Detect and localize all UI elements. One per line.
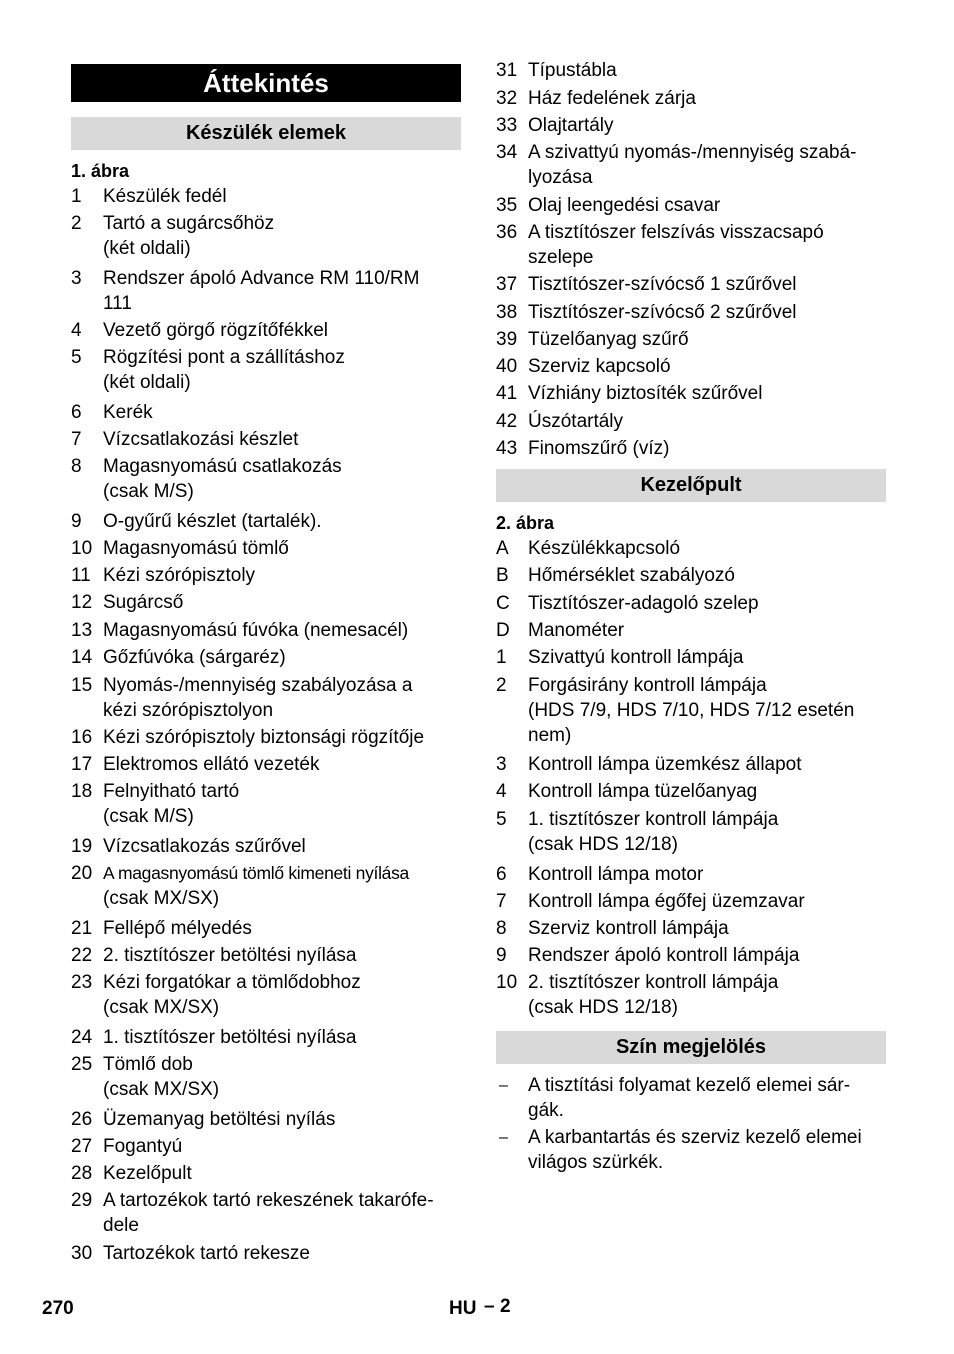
item-text-line: Fogantyú — [103, 1136, 183, 1157]
item-text-line: dele — [103, 1215, 139, 1236]
item-number: 32 — [496, 88, 518, 109]
item-number: 1 — [71, 186, 82, 207]
footer-sub-page: 2 — [500, 1296, 511, 1317]
item-text-line: O-gyűrű készlet (tartalék). — [103, 511, 322, 532]
item-text-line: Fellépő mélyedés — [103, 918, 252, 939]
item-text-line: (két oldali) — [103, 238, 191, 259]
item-number: 24 — [71, 1027, 93, 1048]
item-text-line: Olaj leengedési csavar — [528, 195, 721, 216]
item-number: 43 — [496, 438, 518, 459]
figure-2-label: 2. ábra — [496, 513, 555, 533]
item-text-line: Kontroll lámpa motor — [528, 864, 704, 885]
item-number: 20 — [71, 863, 93, 884]
item-text-line: A tartozékok tartó rekeszének takarófe- — [103, 1190, 434, 1211]
item-text — [103, 673, 463, 723]
item-text — [103, 454, 463, 504]
item-number: B — [496, 565, 509, 586]
item-text-line: Magasnyomású csatlakozás — [103, 456, 342, 477]
item-number: 26 — [71, 1109, 93, 1130]
item-text — [528, 673, 888, 748]
item-text-line: Forgásirány kontroll lámpája — [528, 675, 767, 696]
item-text-line: Nyomás-/mennyiség szabályozása a — [103, 675, 413, 696]
item-text-line: Tartó a sugárcsőhöz — [103, 213, 275, 234]
item-number: 9 — [71, 511, 82, 532]
item-text — [103, 184, 463, 209]
item-text — [528, 807, 888, 857]
item-text-line: 2. tisztítószer kontroll lámpája — [528, 972, 779, 993]
item-text — [528, 86, 888, 111]
page-title: Áttekintés — [71, 64, 461, 102]
item-text-line: A tisztítószer felszívás visszacsapó — [528, 222, 824, 243]
item-text — [528, 618, 888, 643]
item-text-line: szelepe — [528, 247, 594, 268]
item-text — [528, 591, 888, 616]
item-number: 9 — [496, 945, 507, 966]
item-text-line: Kontroll lámpa üzemkész állapot — [528, 754, 802, 775]
item-text — [103, 916, 463, 941]
item-number: 25 — [71, 1054, 93, 1075]
item-number: 2 — [496, 675, 507, 696]
item-text-line: Üzemanyag betöltési nyílás — [103, 1109, 336, 1130]
item-number: 28 — [71, 1163, 93, 1184]
item-text-line: Kerék — [103, 402, 153, 423]
item-number: 40 — [496, 356, 518, 377]
item-number: D — [496, 620, 510, 641]
item-number: 4 — [71, 320, 82, 341]
item-text-line: nem) — [528, 725, 572, 746]
item-text — [528, 272, 888, 297]
item-number: 29 — [71, 1190, 93, 1211]
item-text-line: Készülékkapcsoló — [528, 538, 681, 559]
item-number: 3 — [71, 268, 82, 289]
item-text-line: Vízcsatlakozás szűrővel — [103, 836, 306, 857]
item-text-line: (csak M/S) — [103, 806, 194, 827]
item-text-line: Tartozékok tartó rekesze — [103, 1243, 310, 1264]
item-text — [103, 563, 463, 588]
item-text — [528, 1073, 888, 1123]
item-text-line: Rögzítési pont a szállításhoz — [103, 347, 345, 368]
item-text-line: Kézi szórópisztoly biztonsági rögzítője — [103, 727, 425, 748]
item-text — [103, 536, 463, 561]
item-number: 8 — [496, 918, 507, 939]
item-text — [103, 400, 463, 425]
item-text-line: Sugárcső — [103, 592, 184, 613]
item-text-line: gák. — [528, 1100, 564, 1121]
item-text-line: Hőmérséklet szabályozó — [528, 565, 735, 586]
item-text-line: A tisztítási folyamat kezelő elemei sár- — [528, 1075, 851, 1096]
item-text-line: Kézi forgatókar a tömlődobhoz — [103, 972, 361, 993]
item-number: 5 — [71, 347, 82, 368]
item-text-line: Kontroll lámpa tüzelőanyag — [528, 781, 758, 802]
item-text-line: Kezelőpult — [103, 1163, 192, 1184]
item-number: 5 — [496, 809, 507, 830]
item-text-line: 1. tisztítószer betöltési nyílása — [103, 1027, 357, 1048]
item-number: 22 — [71, 945, 93, 966]
item-text — [528, 563, 888, 588]
item-text — [103, 345, 463, 395]
item-text-line: Tisztítószer-szívócső 2 szűrővel — [528, 302, 797, 323]
item-text — [528, 436, 888, 461]
item-text — [528, 752, 888, 777]
item-text-line: Manométer — [528, 620, 625, 641]
section-heading-device-elements: Készülék elemek — [71, 117, 461, 150]
item-text-line: világos szürkék. — [528, 1152, 664, 1173]
item-text-line: 111 — [103, 293, 132, 314]
dash-bullet: – — [499, 1077, 508, 1094]
item-text — [528, 409, 888, 434]
item-text — [103, 834, 463, 859]
item-text — [528, 970, 888, 1020]
item-text-line: Típustábla — [528, 60, 617, 81]
item-text-line: Tisztítószer-szívócső 1 szűrővel — [528, 274, 797, 295]
item-text — [528, 354, 888, 379]
item-text — [528, 381, 888, 406]
item-text-line: (csak MX/SX) — [103, 888, 220, 909]
item-text-line: (csak HDS 12/18) — [528, 997, 678, 1018]
item-number: 38 — [496, 302, 518, 323]
item-text-line: (csak HDS 12/18) — [528, 834, 678, 855]
item-text — [103, 1161, 463, 1186]
item-text-line: Magasnyomású tömlő — [103, 538, 289, 559]
item-text-line: Vízhiány biztosíték szűrővel — [528, 383, 763, 404]
item-number: 35 — [496, 195, 518, 216]
item-text-line: Rendszer ápoló kontroll lámpája — [528, 945, 800, 966]
item-text — [528, 1125, 888, 1175]
item-number: 14 — [71, 647, 93, 668]
item-text — [103, 970, 463, 1020]
item-text-line: A szivattyú nyomás-/mennyiség szabá- — [528, 142, 857, 163]
section-heading-color-marking: Szín megjelölés — [496, 1031, 886, 1064]
item-number: 7 — [496, 891, 507, 912]
page-number: 270 — [42, 1298, 74, 1319]
item-text-line: 2. tisztítószer betöltési nyílása — [103, 945, 357, 966]
item-number: 10 — [496, 972, 518, 993]
item-text — [528, 916, 888, 941]
item-number: 7 — [71, 429, 82, 450]
item-number: 8 — [71, 456, 82, 477]
item-number: 33 — [496, 115, 518, 136]
item-number: 13 — [71, 620, 93, 641]
item-text-line: Szerviz kapcsoló — [528, 356, 671, 377]
item-text — [528, 58, 888, 83]
item-text-line: (csak MX/SX) — [103, 997, 220, 1018]
item-text-line: Elektromos ellátó vezeték — [103, 754, 320, 775]
item-text — [528, 645, 888, 670]
item-number: 19 — [71, 836, 93, 857]
item-text — [103, 1052, 463, 1102]
item-text-line: Olajtartály — [528, 115, 614, 136]
item-text — [528, 536, 888, 561]
item-number: 27 — [71, 1136, 93, 1157]
item-text-line: Tisztítószer-adagoló szelep — [528, 593, 759, 614]
item-text-line: Rendszer ápoló Advance RM 110/RM — [103, 268, 420, 289]
item-text — [528, 220, 888, 270]
item-number: 4 — [496, 781, 507, 802]
item-number: 23 — [71, 972, 93, 993]
item-text-line: A magasnyomású tömlő kimeneti nyílása — [103, 863, 409, 883]
item-text — [528, 327, 888, 352]
item-text-line: Tüzelőanyag szűrő — [528, 329, 689, 350]
item-text — [103, 427, 463, 452]
item-number: 37 — [496, 274, 518, 295]
item-text — [103, 509, 463, 534]
item-number: 16 — [71, 727, 93, 748]
item-text — [528, 862, 888, 887]
item-text-line: (HDS 7/9, HDS 7/10, HDS 7/12 esetén — [528, 700, 855, 721]
item-number: 3 — [496, 754, 507, 775]
item-text-line: Szivattyú kontroll lámpája — [528, 647, 744, 668]
item-text-line: Kézi szórópisztoly — [103, 565, 256, 586]
item-text-line: A karbantartás és szerviz kezelő elemei — [528, 1127, 862, 1148]
item-number: 6 — [71, 402, 82, 423]
item-text — [103, 943, 463, 968]
item-text — [528, 140, 888, 190]
item-text-line: (csak M/S) — [103, 481, 194, 502]
item-number: C — [496, 593, 510, 614]
figure-1-label: 1. ábra — [71, 161, 130, 181]
item-number: 21 — [71, 918, 93, 939]
item-number: 41 — [496, 383, 518, 404]
item-text — [103, 211, 463, 261]
item-text — [103, 1107, 463, 1132]
item-text — [103, 752, 463, 777]
item-number: 18 — [71, 781, 93, 802]
item-text-line: Gőzfúvóka (sárgaréz) — [103, 647, 286, 668]
item-number: 34 — [496, 142, 518, 163]
item-number: 6 — [496, 864, 507, 885]
item-number: 15 — [71, 675, 93, 696]
footer-language: HU — [449, 1298, 477, 1319]
item-text-line: Tömlő dob — [103, 1054, 193, 1075]
item-text-line: Felnyitható tartó — [103, 781, 240, 802]
item-text — [103, 590, 463, 615]
item-text — [103, 1134, 463, 1159]
item-number: 1 — [496, 647, 507, 668]
footer-dash: – — [484, 1296, 495, 1317]
item-text — [528, 889, 888, 914]
item-text-line: (két oldali) — [103, 372, 191, 393]
item-text — [103, 1025, 463, 1050]
item-number: 12 — [71, 592, 93, 613]
item-number: 11 — [71, 565, 91, 586]
item-text — [528, 300, 888, 325]
item-text-line: 1. tisztítószer kontroll lámpája — [528, 809, 779, 830]
item-text-line: Ház fedelének zárja — [528, 88, 696, 109]
item-text-line: Magasnyomású fúvóka (nemesacél) — [103, 620, 409, 641]
item-text — [103, 266, 463, 316]
item-text-line: Kontroll lámpa égőfej üzemzavar — [528, 891, 805, 912]
item-text-line: (csak MX/SX) — [103, 1079, 220, 1100]
item-text — [528, 193, 888, 218]
item-number: 42 — [496, 411, 518, 432]
section-heading-control-panel: Kezelőpult — [496, 469, 886, 502]
item-text — [103, 318, 463, 343]
item-text-line: Finomszűrő (víz) — [528, 438, 670, 459]
item-text — [528, 779, 888, 804]
item-text-line: kézi szórópisztolyon — [103, 700, 274, 721]
item-text-line: Vezető görgő rögzítőfékkel — [103, 320, 328, 341]
item-text — [103, 645, 463, 670]
dash-bullet: – — [499, 1129, 508, 1146]
item-number: 30 — [71, 1243, 93, 1264]
item-text — [528, 113, 888, 138]
item-number: 2 — [71, 213, 82, 234]
item-text — [103, 1241, 463, 1266]
item-text — [103, 861, 463, 911]
item-number: 39 — [496, 329, 518, 350]
item-text — [103, 618, 463, 643]
item-text — [528, 943, 888, 968]
item-number: A — [496, 538, 509, 559]
item-text-line: Úszótartály — [528, 411, 624, 432]
item-number: 10 — [71, 538, 93, 559]
item-number: 17 — [71, 754, 93, 775]
item-number: 31 — [496, 60, 518, 81]
item-text-line: Vízcsatlakozási készlet — [103, 429, 299, 450]
item-number: 36 — [496, 222, 518, 243]
item-text-line: Készülék fedél — [103, 186, 227, 207]
item-text — [103, 779, 463, 829]
item-text-line: Szerviz kontroll lámpája — [528, 918, 729, 939]
item-text-line: lyozása — [528, 167, 593, 188]
item-text — [103, 1188, 463, 1238]
item-text — [103, 725, 463, 750]
